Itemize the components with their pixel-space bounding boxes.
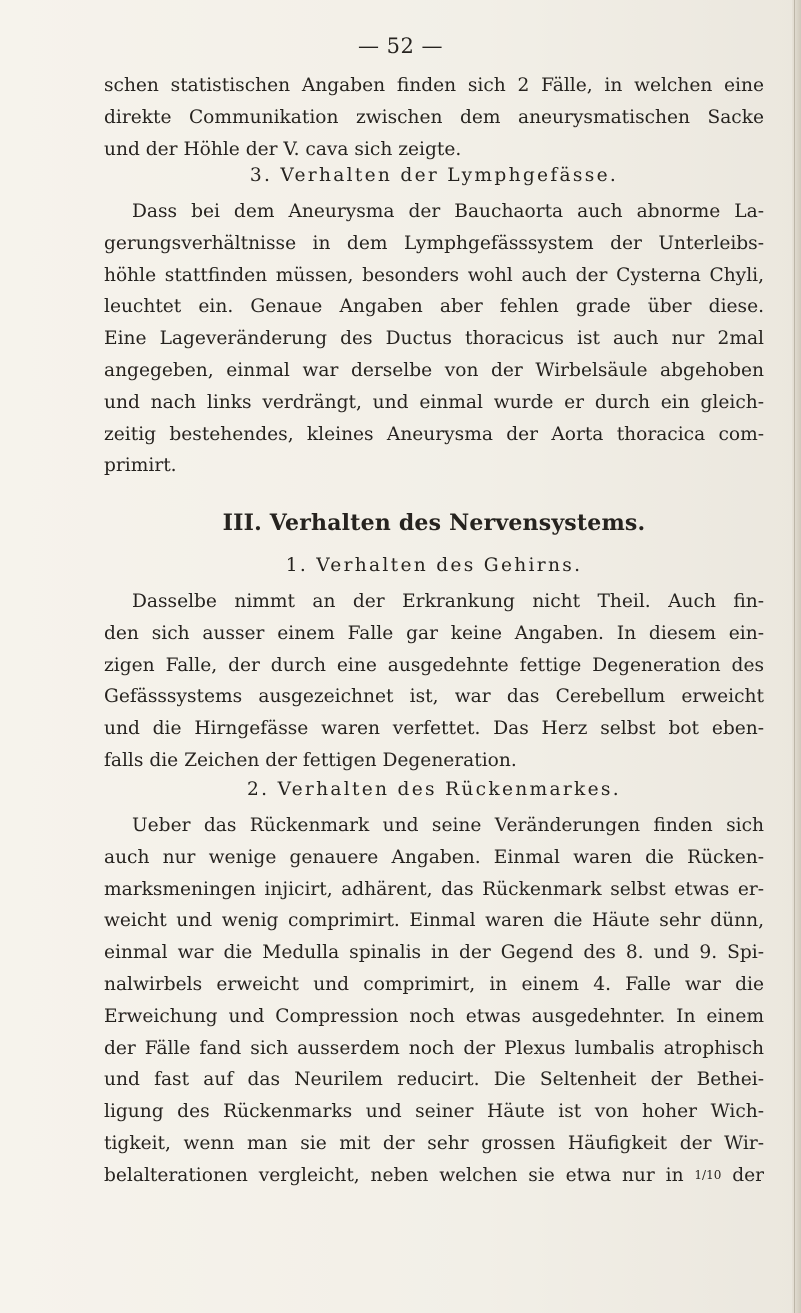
section-1-paragraph <box>104 586 764 777</box>
text-line: ligung des Rückenmarks und seiner Häute ist von hoher Wich- <box>104 1101 764 1123</box>
text-line: höhle stattfinden müssen, besonders wohl auch der Cysterna Chyli, <box>104 264 764 286</box>
text-line: marksmeningen injicirt, adhärent, das Rückenmark selbst etwas er- <box>104 878 764 900</box>
text-line: leuchtet ein. Genaue Angaben aber fehlen grade über diese. <box>104 296 764 318</box>
page-number: — 52 — <box>357 34 444 58</box>
text-line: Ueber das Rückenmark und seine Veränderungen finden sich <box>132 815 764 836</box>
section-2-heading: 2. Verhalten des Rückenmarkes. <box>247 779 621 800</box>
top-paragraph <box>104 70 764 165</box>
section-3-paragraph <box>104 196 764 482</box>
text-line: Erweichung und Compression noch etwas ausgedehnter. In einem <box>104 1005 764 1027</box>
text-line: zeitig bestehendes, kleines Aneurysma der Aorta thoracica com- <box>104 423 764 445</box>
text-line: zigen Falle, der durch eine ausgedehnte fettige Degeneration des <box>104 654 764 676</box>
text-line: und die Hirngefässe waren verfettet. Das Herz selbst bot eben- <box>104 718 764 740</box>
text-line: Eine Lageveränderung des Ductus thoracicus ist auch nur 2mal <box>104 328 764 350</box>
text-line: auch nur wenige genauere Angaben. Einmal waren die Rücken- <box>104 846 764 868</box>
text-line: gerungsverhältnisse in dem Lymphgefässsystem der Unterleibs- <box>104 232 764 254</box>
text-line: Gefässsystems ausgezeichnet ist, war das Cerebellum erweicht <box>104 686 764 708</box>
text-line: direkte Communikation zwischen dem aneurysmatischen Sacke <box>104 106 764 128</box>
text-line: tigkeit, wenn man sie mit der sehr grossen Häufigkeit der Wir- <box>104 1132 764 1154</box>
section-2-paragraph <box>104 810 764 1192</box>
text-line: und nach links verdrängt, und einmal wurde er durch ein gleich- <box>104 391 764 413</box>
text-line: der Fälle fand sich ausserdem noch der Plexus lumbalis atrophisch <box>104 1037 764 1059</box>
text-line: weicht und wenig comprimirt. Einmal waren die Häute sehr dünn, <box>104 910 764 932</box>
text-line-fragment: der <box>732 1164 764 1186</box>
text-line: einmal war die Medulla spinalis in der Gegend des 8. und 9. Spi- <box>104 942 764 964</box>
text-line: Dass bei dem Aneurysma der Bauchaorta auch abnorme La- <box>132 201 764 222</box>
text-line: angegeben, einmal war derselbe von der Wirbelsäule abgehoben <box>104 359 764 381</box>
text-line: primirt. <box>104 455 177 477</box>
text-line: den sich ausser einem Falle gar keine Angaben. In diesem ein- <box>104 622 764 644</box>
text-line-fragment: belalterationen vergleicht, neben welchen sie etwa nur in <box>104 1164 684 1186</box>
section-1-heading: 1. Verhalten des Gehirns. <box>285 555 583 576</box>
text-line: nalwirbels erweicht und comprimirt, in einem 4. Falle war die <box>104 973 764 995</box>
page-edge-line <box>794 0 795 1313</box>
fraction: 1/10 <box>694 1167 722 1182</box>
text-line: und der Höhle der V. cava sich zeigte. <box>104 138 462 160</box>
chapter-heading: III. Verhalten des Nervensystems. <box>222 510 646 536</box>
text-line: und fast auf das Neurilem reducirt. Die Seltenheit der Bethei- <box>104 1069 764 1091</box>
last-text-line <box>104 1160 764 1192</box>
text-line: schen statistischen Angaben finden sich 2 Fälle, in welchen eine <box>104 75 764 96</box>
text-line: Dasselbe nimmt an der Erkrankung nicht Theil. Auch fin- <box>132 591 764 612</box>
text-line: falls die Zeichen der fettigen Degeneration. <box>104 749 517 771</box>
section-3-heading: 3. Verhalten der Lymphgefässe. <box>249 165 619 186</box>
